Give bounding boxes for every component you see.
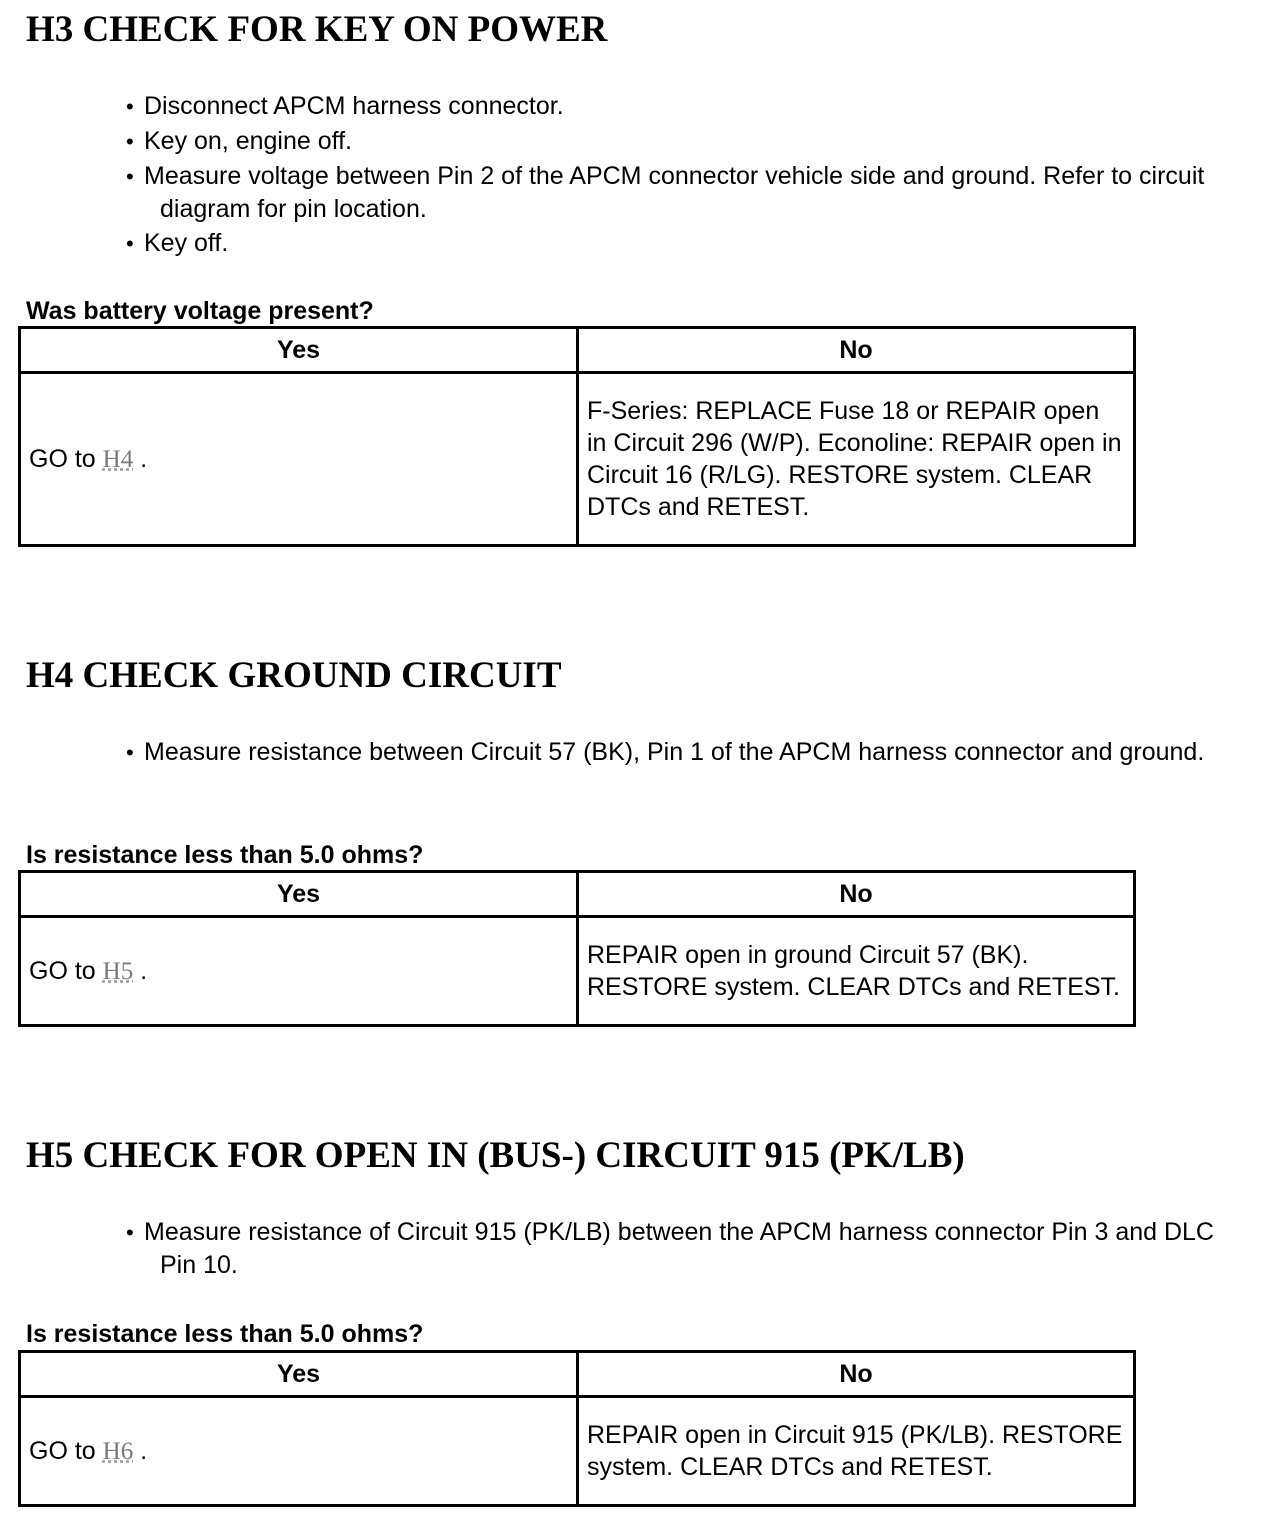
no-cell: REPAIR open in Circuit 915 (PK/LB). RESTORE system. CLEAR DTCs and RETEST.	[578, 1397, 1135, 1506]
bullet-icon: •	[126, 164, 134, 189]
step-text: Measure voltage between Pin 2 of the APCM connector vehicle side and ground. Refer to circuit diagram for pin location.	[144, 162, 1205, 223]
section-h3-heading: H3 CHECK FOR KEY ON POWER	[26, 9, 608, 50]
section-h3-question: Was battery voltage present?	[26, 297, 374, 325]
go-to-h4-link[interactable]: H4	[102, 445, 134, 473]
step-text: Disconnect APCM harness connector.	[144, 92, 564, 120]
step-text: Key on, engine off.	[144, 127, 353, 155]
no-header: No	[578, 328, 1135, 373]
bullet-icon: •	[126, 740, 134, 765]
yes-cell	[20, 1397, 578, 1506]
step-item	[108, 736, 1238, 769]
section-h4-question: Is resistance less than 5.0 ohms?	[26, 841, 424, 869]
yes-header: Yes	[20, 1352, 578, 1397]
step-text: Measure resistance of Circuit 915 (PK/LB) between the APCM harness connector Pin 3 and DLC Pin 10.	[144, 1218, 1214, 1279]
bullet-icon: •	[126, 94, 134, 119]
bullet-icon: •	[126, 129, 134, 154]
section-h5-table	[18, 1350, 1136, 1507]
yes-suffix: .	[140, 444, 148, 473]
step-item	[108, 1216, 1238, 1281]
yes-suffix: .	[140, 956, 148, 985]
section-h4-steps	[108, 736, 1238, 771]
yes-header: Yes	[20, 872, 578, 917]
yes-cell	[20, 917, 578, 1026]
no-header: No	[578, 1352, 1135, 1397]
step-item	[108, 160, 1238, 225]
yes-prefix: GO to	[29, 1436, 96, 1465]
step-item	[108, 90, 1238, 123]
go-to-h6-link[interactable]: H6	[102, 1437, 134, 1465]
no-cell: REPAIR open in ground Circuit 57 (BK). RESTORE system. CLEAR DTCs and RETEST.	[578, 917, 1135, 1026]
section-h4-table	[18, 870, 1136, 1027]
no-cell: F-Series: REPLACE Fuse 18 or REPAIR open in Circuit 296 (W/P). Econoline: REPAIR open in Circuit 16 (R/LG). RESTORE system. CLEAR DTCs and RETEST.	[578, 373, 1135, 546]
section-h5-steps	[108, 1216, 1238, 1283]
section-h5-question: Is resistance less than 5.0 ohms?	[26, 1320, 424, 1348]
no-header: No	[578, 872, 1135, 917]
step-item	[108, 227, 1238, 260]
bullet-icon: •	[126, 1220, 134, 1245]
section-h3-table	[18, 326, 1136, 547]
section-h5-heading: H5 CHECK FOR OPEN IN (BUS-) CIRCUIT 915 (PK/LB)	[26, 1135, 965, 1176]
yes-suffix: .	[140, 1436, 148, 1465]
yes-cell	[20, 373, 578, 546]
yes-header: Yes	[20, 328, 578, 373]
step-text: Key off.	[144, 229, 229, 257]
section-h3-steps	[108, 90, 1238, 262]
step-item	[108, 125, 1238, 158]
yes-prefix: GO to	[29, 444, 96, 473]
go-to-h5-link[interactable]: H5	[102, 957, 134, 985]
bullet-icon: •	[126, 231, 134, 256]
step-text: Measure resistance between Circuit 57 (BK), Pin 1 of the APCM harness connector and ground.	[144, 738, 1205, 766]
yes-prefix: GO to	[29, 956, 96, 985]
section-h4-heading: H4 CHECK GROUND CIRCUIT	[26, 655, 562, 696]
